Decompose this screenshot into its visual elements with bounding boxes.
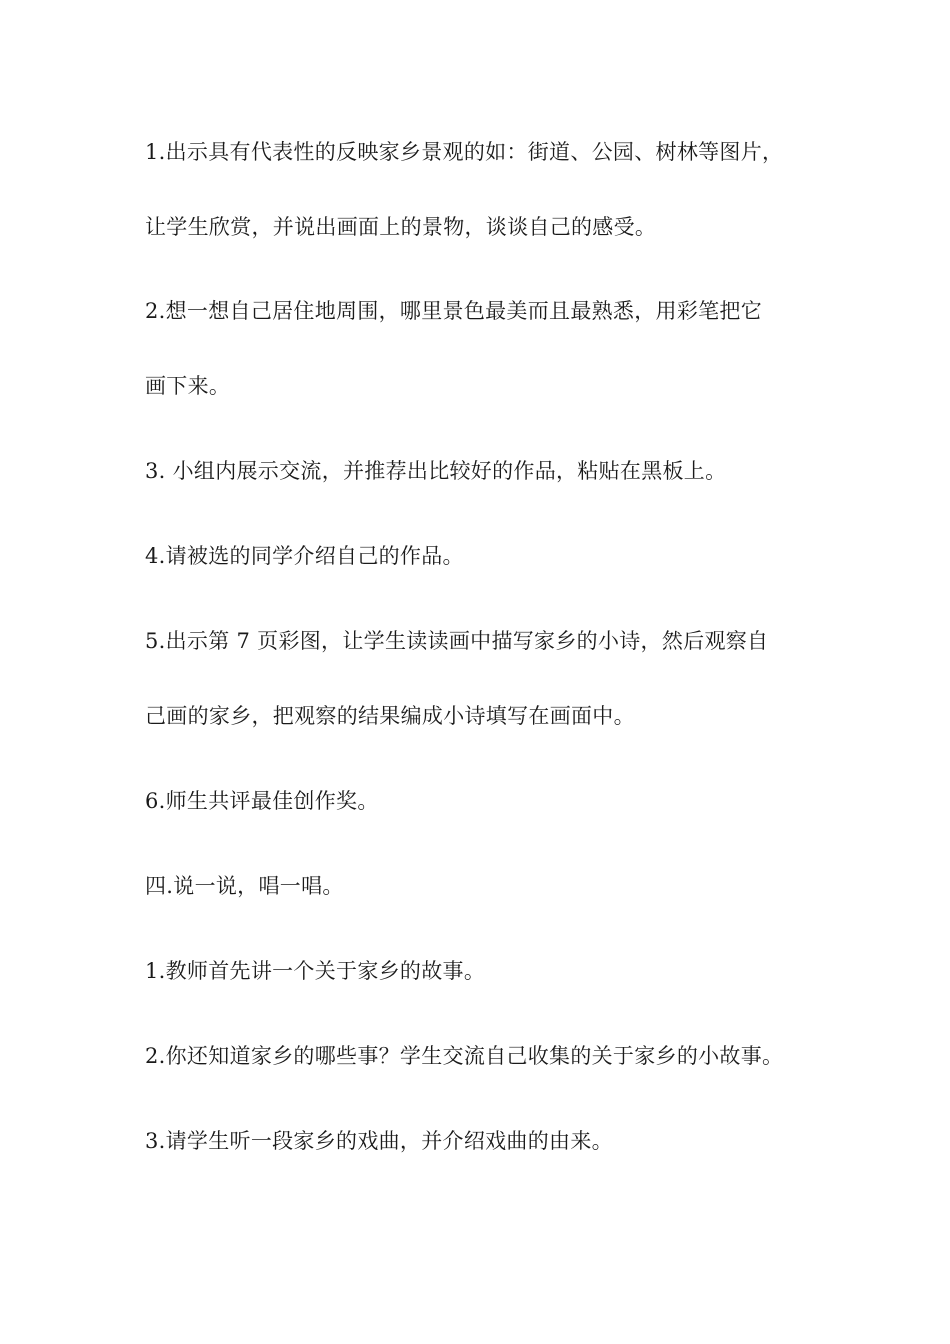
text-line: 1.出示具有代表性的反映家乡景观的如：街道、公园、树林等图片， [145,140,784,164]
text-line: 5.出示第 7 页彩图，让学生读读画中描写家乡的小诗，然后观察自 [145,629,769,653]
section-heading: 四.说一说，唱一唱。 [145,874,344,898]
text-line: 让学生欣赏，并说出画面上的景物，谈谈自己的感受。 [145,215,657,239]
text-line: 1.教师首先讲一个关于家乡的故事。 [145,959,486,983]
text-line: 2.你还知道家乡的哪些事？学生交流自己收集的关于家乡的小故事。 [145,1044,784,1068]
text-line: 3. 小组内展示交流，并推荐出比较好的作品，粘贴在黑板上。 [145,459,727,483]
text-line: 2.想一想自己居住地周围，哪里景色最美而且最熟悉，用彩笔把它 [145,299,763,323]
text-line: 3.请学生听一段家乡的戏曲，并介绍戏曲的由来。 [145,1129,613,1153]
text-line: 6.师生共评最佳创作奖。 [145,789,379,813]
text-line: 4.请被选的同学介绍自己的作品。 [145,544,464,568]
text-line: 画下来。 [145,374,231,398]
text-line: 己画的家乡，把观察的结果编成小诗填写在画面中。 [145,704,635,728]
